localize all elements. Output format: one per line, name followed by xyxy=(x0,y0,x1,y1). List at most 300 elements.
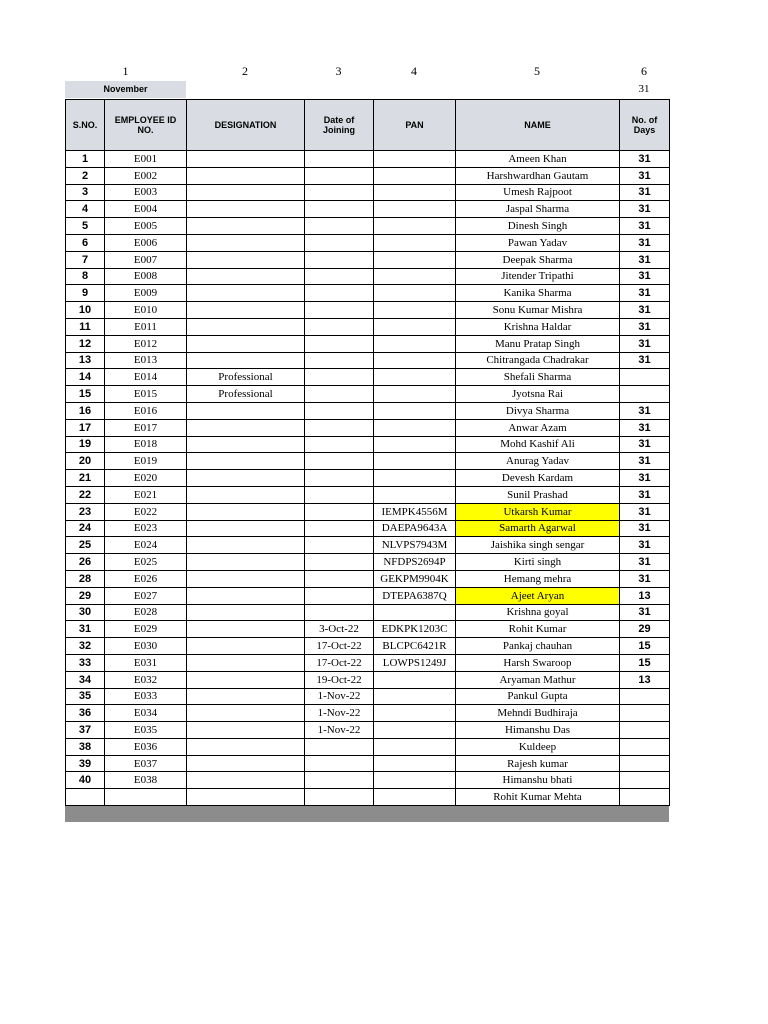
designation-cell xyxy=(187,302,305,319)
sno-cell: 5 xyxy=(66,218,105,235)
sno-cell: 17 xyxy=(66,419,105,436)
doj-cell: 17-Oct-22 xyxy=(305,638,374,655)
sno-cell: 22 xyxy=(66,486,105,503)
designation-cell xyxy=(187,722,305,739)
designation-cell xyxy=(187,789,305,806)
employee-id-cell: E032 xyxy=(105,671,187,688)
days-cell: 31 xyxy=(620,167,670,184)
designation-cell xyxy=(187,738,305,755)
table-row xyxy=(66,218,670,235)
doj-cell: 3-Oct-22 xyxy=(305,621,374,638)
table-row xyxy=(66,352,670,369)
designation-cell xyxy=(187,268,305,285)
employee-id-cell xyxy=(105,789,187,806)
doj-cell xyxy=(305,335,374,352)
doj-cell xyxy=(305,151,374,168)
doj-cell xyxy=(305,570,374,587)
pan-cell xyxy=(374,671,456,688)
designation-cell xyxy=(187,335,305,352)
name-cell: Ajeet Aryan xyxy=(456,587,620,604)
designation-cell xyxy=(187,234,305,251)
designation-cell xyxy=(187,537,305,554)
column-number: 3 xyxy=(335,64,342,78)
days-cell xyxy=(620,789,670,806)
sno-cell: 37 xyxy=(66,722,105,739)
column-number: 1 xyxy=(122,64,129,78)
name-cell: Kirti singh xyxy=(456,554,620,571)
sno-cell: 33 xyxy=(66,654,105,671)
days-cell xyxy=(620,772,670,789)
employee-id-cell: E030 xyxy=(105,638,187,655)
employee-id-cell: E007 xyxy=(105,251,187,268)
designation-cell xyxy=(187,151,305,168)
employee-id-cell: E011 xyxy=(105,318,187,335)
pan-cell xyxy=(374,318,456,335)
header-row xyxy=(66,100,670,151)
name-cell: Jaishika singh sengar xyxy=(456,537,620,554)
doj-cell xyxy=(305,738,374,755)
doj-cell xyxy=(305,453,374,470)
sno-cell: 21 xyxy=(66,470,105,487)
employee-id-cell: E001 xyxy=(105,151,187,168)
name-cell: Shefali Sharma xyxy=(456,369,620,386)
name-cell: Samarth Agarwal xyxy=(456,520,620,537)
sno-cell: 8 xyxy=(66,268,105,285)
designation-cell xyxy=(187,251,305,268)
employee-id-cell: E003 xyxy=(105,184,187,201)
pan-cell: LOWPS1249J xyxy=(374,654,456,671)
name-cell: Mehndi Budhiraja xyxy=(456,705,620,722)
designation-cell xyxy=(187,671,305,688)
sno-cell xyxy=(66,789,105,806)
doj-cell: 1-Nov-22 xyxy=(305,722,374,739)
days-cell: 31 xyxy=(620,352,670,369)
employee-id-cell: E014 xyxy=(105,369,187,386)
pan-cell: DTEPA6387Q xyxy=(374,587,456,604)
days-cell: 31 xyxy=(620,554,670,571)
name-cell: Pankul Gupta xyxy=(456,688,620,705)
name-cell: Harsh Swaroop xyxy=(456,654,620,671)
sno-cell: 16 xyxy=(66,402,105,419)
pan-cell xyxy=(374,688,456,705)
employee-id-cell: E009 xyxy=(105,285,187,302)
sno-cell: 19 xyxy=(66,436,105,453)
employee-id-cell: E016 xyxy=(105,402,187,419)
days-cell: 31 xyxy=(620,453,670,470)
designation-cell xyxy=(187,604,305,621)
name-cell: Kanika Sharma xyxy=(456,285,620,302)
doj-cell xyxy=(305,285,374,302)
name-cell: Rohit Kumar xyxy=(456,621,620,638)
table-row xyxy=(66,335,670,352)
pan-cell xyxy=(374,453,456,470)
designation-cell: Professional xyxy=(187,386,305,403)
table-row xyxy=(66,369,670,386)
table-row xyxy=(66,419,670,436)
table-row xyxy=(66,470,670,487)
days-cell: 31 xyxy=(620,234,670,251)
pan-cell xyxy=(374,486,456,503)
sno-cell: 29 xyxy=(66,587,105,604)
pan-cell xyxy=(374,369,456,386)
doj-cell xyxy=(305,369,374,386)
column-number: 4 xyxy=(411,64,417,78)
days-cell: 31 xyxy=(620,537,670,554)
name-cell: Himanshu bhati xyxy=(456,772,620,789)
doj-cell xyxy=(305,302,374,319)
sno-cell: 9 xyxy=(66,285,105,302)
days-cell xyxy=(620,386,670,403)
name-cell: Divya Sharma xyxy=(456,402,620,419)
sno-cell: 10 xyxy=(66,302,105,319)
name-cell: Pankaj chauhan xyxy=(456,638,620,655)
name-cell: Utkarsh Kumar xyxy=(456,503,620,520)
sno-cell: 32 xyxy=(66,638,105,655)
table-row xyxy=(66,386,670,403)
employee-id-cell: E027 xyxy=(105,587,187,604)
table-row xyxy=(66,302,670,319)
sno-cell: 15 xyxy=(66,386,105,403)
sno-cell: 30 xyxy=(66,604,105,621)
pan-cell: EDKPK1203C xyxy=(374,621,456,638)
employee-id-header: EMPLOYEE ID NO. xyxy=(105,100,187,151)
pan-cell xyxy=(374,402,456,419)
doj-cell xyxy=(305,167,374,184)
name-cell: Aryaman Mathur xyxy=(456,671,620,688)
table-row xyxy=(66,486,670,503)
doj-cell: 1-Nov-22 xyxy=(305,688,374,705)
days-cell: 31 xyxy=(620,151,670,168)
employee-id-cell: E026 xyxy=(105,570,187,587)
days-in-month: 31 xyxy=(638,83,650,95)
employee-table xyxy=(65,99,670,806)
pan-header: PAN xyxy=(374,100,456,151)
doj-cell xyxy=(305,318,374,335)
name-cell: Harshwardhan Gautam xyxy=(456,167,620,184)
days-cell: 31 xyxy=(620,201,670,218)
sno-cell: 3 xyxy=(66,184,105,201)
pan-cell xyxy=(374,604,456,621)
doj-cell xyxy=(305,268,374,285)
sno-cell: 38 xyxy=(66,738,105,755)
doj-cell xyxy=(305,234,374,251)
pan-cell xyxy=(374,234,456,251)
employee-id-cell: E020 xyxy=(105,470,187,487)
employee-id-cell: E015 xyxy=(105,386,187,403)
sno-cell: 4 xyxy=(66,201,105,218)
sno-cell: 31 xyxy=(66,621,105,638)
designation-cell xyxy=(187,705,305,722)
employee-id-cell: E034 xyxy=(105,705,187,722)
sno-cell: 36 xyxy=(66,705,105,722)
table-row xyxy=(66,436,670,453)
days-cell: 31 xyxy=(620,604,670,621)
employee-id-cell: E017 xyxy=(105,419,187,436)
days-cell xyxy=(620,755,670,772)
name-cell: Sunil Prashad xyxy=(456,486,620,503)
designation-cell xyxy=(187,621,305,638)
days-cell: 31 xyxy=(620,251,670,268)
name-cell: Hemang mehra xyxy=(456,570,620,587)
doj-cell: 1-Nov-22 xyxy=(305,705,374,722)
name-cell: Krishna goyal xyxy=(456,604,620,621)
employee-id-cell: E004 xyxy=(105,201,187,218)
days-cell: 31 xyxy=(620,285,670,302)
pan-cell xyxy=(374,285,456,302)
table-row xyxy=(66,251,670,268)
table-row xyxy=(66,167,670,184)
pan-cell xyxy=(374,722,456,739)
sno-cell: 26 xyxy=(66,554,105,571)
column-numbers xyxy=(65,64,669,80)
days-cell: 31 xyxy=(620,302,670,319)
doj-cell xyxy=(305,352,374,369)
designation-cell xyxy=(187,570,305,587)
table-row xyxy=(66,285,670,302)
days-cell: 31 xyxy=(620,402,670,419)
designation-cell xyxy=(187,470,305,487)
doj-cell xyxy=(305,218,374,235)
sno-cell: 23 xyxy=(66,503,105,520)
name-cell: Deepak Sharma xyxy=(456,251,620,268)
table-row xyxy=(66,738,670,755)
pan-cell xyxy=(374,386,456,403)
sno-cell: 1 xyxy=(66,151,105,168)
table-row xyxy=(66,755,670,772)
days-cell: 31 xyxy=(620,570,670,587)
pan-cell: IEMPK4556M xyxy=(374,503,456,520)
name-cell: Kuldeep xyxy=(456,738,620,755)
name-cell: Chitrangada Chadrakar xyxy=(456,352,620,369)
sno-cell: 11 xyxy=(66,318,105,335)
employee-id-cell: E019 xyxy=(105,453,187,470)
days-cell: 31 xyxy=(620,268,670,285)
table-row xyxy=(66,621,670,638)
column-number: 2 xyxy=(242,64,248,78)
designation-cell xyxy=(187,419,305,436)
table-row xyxy=(66,268,670,285)
designation-cell xyxy=(187,167,305,184)
days-cell: 31 xyxy=(620,335,670,352)
month-label: November xyxy=(65,81,186,98)
table-row xyxy=(66,638,670,655)
name-cell: Jitender Tripathi xyxy=(456,268,620,285)
employee-id-cell: E031 xyxy=(105,654,187,671)
employee-id-cell: E022 xyxy=(105,503,187,520)
doj-header: Date of Joining xyxy=(305,100,374,151)
pan-cell xyxy=(374,251,456,268)
doj-cell xyxy=(305,520,374,537)
table-row xyxy=(66,604,670,621)
name-cell: Pawan Yadav xyxy=(456,234,620,251)
days-cell xyxy=(620,738,670,755)
employee-id-cell: E025 xyxy=(105,554,187,571)
days-cell: 31 xyxy=(620,218,670,235)
name-cell: Jaspal Sharma xyxy=(456,201,620,218)
pan-cell xyxy=(374,738,456,755)
name-cell: Mohd Kashif Ali xyxy=(456,436,620,453)
days-cell: 15 xyxy=(620,654,670,671)
sno-cell: 40 xyxy=(66,772,105,789)
employee-id-cell: E036 xyxy=(105,738,187,755)
designation-cell xyxy=(187,772,305,789)
designation-cell xyxy=(187,201,305,218)
pan-cell: BLCPC6421R xyxy=(374,638,456,655)
name-cell: Sonu Kumar Mishra xyxy=(456,302,620,319)
doj-cell xyxy=(305,419,374,436)
pan-cell xyxy=(374,789,456,806)
employee-id-cell: E023 xyxy=(105,520,187,537)
table-row xyxy=(66,520,670,537)
name-cell: Himanshu Das xyxy=(456,722,620,739)
pan-cell xyxy=(374,335,456,352)
days-cell xyxy=(620,722,670,739)
designation-cell xyxy=(187,184,305,201)
designation-cell xyxy=(187,638,305,655)
pan-cell xyxy=(374,772,456,789)
name-cell: Rohit Kumar Mehta xyxy=(456,789,620,806)
employee-id-cell: E012 xyxy=(105,335,187,352)
employee-id-cell: E038 xyxy=(105,772,187,789)
employee-id-cell: E035 xyxy=(105,722,187,739)
days-cell: 29 xyxy=(620,621,670,638)
sno-cell: 7 xyxy=(66,251,105,268)
employee-id-cell: E024 xyxy=(105,537,187,554)
sno-cell: 2 xyxy=(66,167,105,184)
employee-id-cell: E021 xyxy=(105,486,187,503)
doj-cell xyxy=(305,251,374,268)
doj-cell xyxy=(305,470,374,487)
doj-cell xyxy=(305,537,374,554)
column-number: 5 xyxy=(534,64,540,78)
days-cell: 31 xyxy=(620,318,670,335)
sno-cell: 35 xyxy=(66,688,105,705)
designation-cell xyxy=(187,503,305,520)
employee-id-cell: E006 xyxy=(105,234,187,251)
table-row xyxy=(66,722,670,739)
table-row xyxy=(66,671,670,688)
designation-cell xyxy=(187,218,305,235)
employee-id-cell: E008 xyxy=(105,268,187,285)
name-header: NAME xyxy=(456,100,620,151)
designation-cell xyxy=(187,520,305,537)
pan-cell xyxy=(374,705,456,722)
name-cell: Dinesh Singh xyxy=(456,218,620,235)
employee-id-cell: E037 xyxy=(105,755,187,772)
designation-cell xyxy=(187,554,305,571)
days-cell: 31 xyxy=(620,470,670,487)
employee-id-cell: E033 xyxy=(105,688,187,705)
pan-cell: GEKPM9904K xyxy=(374,570,456,587)
employee-id-cell: E029 xyxy=(105,621,187,638)
sno-cell: 39 xyxy=(66,755,105,772)
name-cell: Manu Pratap Singh xyxy=(456,335,620,352)
designation-cell xyxy=(187,688,305,705)
doj-cell: 19-Oct-22 xyxy=(305,671,374,688)
sno-cell: 20 xyxy=(66,453,105,470)
employee-id-cell: E010 xyxy=(105,302,187,319)
designation-cell xyxy=(187,285,305,302)
days-cell: 13 xyxy=(620,587,670,604)
employee-id-cell: E028 xyxy=(105,604,187,621)
designation-cell xyxy=(187,436,305,453)
table-row xyxy=(66,587,670,604)
designation-cell xyxy=(187,587,305,604)
days-cell: 31 xyxy=(620,503,670,520)
doj-cell xyxy=(305,587,374,604)
doj-cell xyxy=(305,772,374,789)
table-row xyxy=(66,554,670,571)
table-row xyxy=(66,570,670,587)
doj-cell xyxy=(305,789,374,806)
days-cell xyxy=(620,705,670,722)
designation-cell xyxy=(187,402,305,419)
name-cell: Anurag Yadav xyxy=(456,453,620,470)
doj-cell xyxy=(305,486,374,503)
employee-id-cell: E002 xyxy=(105,167,187,184)
name-cell: Ameen Khan xyxy=(456,151,620,168)
days-cell: 31 xyxy=(620,486,670,503)
sno-cell: 14 xyxy=(66,369,105,386)
designation-cell: Professional xyxy=(187,369,305,386)
table-row xyxy=(66,688,670,705)
pan-cell xyxy=(374,201,456,218)
table-row xyxy=(66,151,670,168)
pan-cell xyxy=(374,167,456,184)
employee-id-cell: E013 xyxy=(105,352,187,369)
name-cell: Jyotsna Rai xyxy=(456,386,620,403)
table-row xyxy=(66,184,670,201)
sno-cell: 34 xyxy=(66,671,105,688)
name-cell: Devesh Kardam xyxy=(456,470,620,487)
table-row xyxy=(66,705,670,722)
table-row xyxy=(66,234,670,251)
table-row xyxy=(66,537,670,554)
days-cell xyxy=(620,369,670,386)
pan-cell xyxy=(374,470,456,487)
table-row xyxy=(66,772,670,789)
name-cell: Krishna Haldar xyxy=(456,318,620,335)
pan-cell xyxy=(374,151,456,168)
pan-cell xyxy=(374,755,456,772)
pan-cell xyxy=(374,302,456,319)
sno-cell: 28 xyxy=(66,570,105,587)
sno-cell: 12 xyxy=(66,335,105,352)
table-body xyxy=(66,151,670,806)
sno-cell: 24 xyxy=(66,520,105,537)
designation-cell xyxy=(187,453,305,470)
days-cell: 31 xyxy=(620,520,670,537)
pan-cell xyxy=(374,436,456,453)
name-cell: Umesh Rajpoot xyxy=(456,184,620,201)
days-cell: 15 xyxy=(620,638,670,655)
pan-cell: DAEPA9643A xyxy=(374,520,456,537)
pan-cell xyxy=(374,184,456,201)
table-row xyxy=(66,789,670,806)
footer-bar xyxy=(65,806,669,822)
pan-cell xyxy=(374,268,456,285)
designation-cell xyxy=(187,486,305,503)
pan-cell xyxy=(374,218,456,235)
designation-header: DESIGNATION xyxy=(187,100,305,151)
pan-cell xyxy=(374,419,456,436)
employee-id-cell: E005 xyxy=(105,218,187,235)
name-cell: Rajesh kumar xyxy=(456,755,620,772)
doj-cell xyxy=(305,503,374,520)
doj-cell xyxy=(305,386,374,403)
days-cell: 31 xyxy=(620,419,670,436)
designation-cell xyxy=(187,654,305,671)
